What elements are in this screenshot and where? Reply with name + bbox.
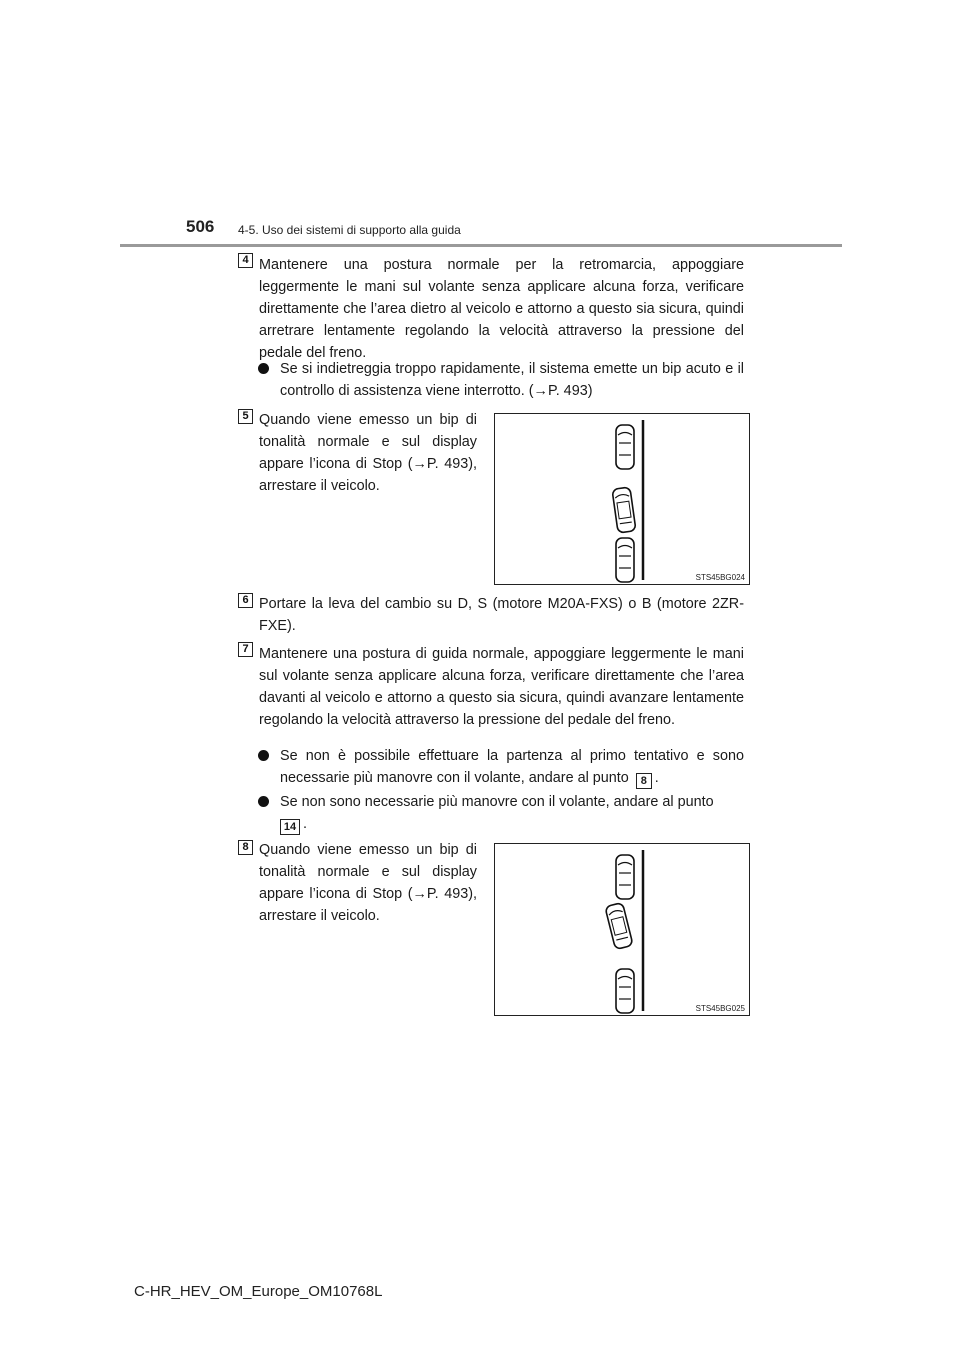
bullet-dot-icon: [258, 796, 269, 807]
step-ref-8[interactable]: 8: [636, 773, 652, 789]
parking-diagram-2: [495, 844, 751, 1017]
parking-diagram-1: [495, 414, 751, 586]
section-title: 4-5. Uso dei sistemi di supporto alla guida: [238, 223, 461, 237]
step-5-text: Quando viene emesso un bip di tonalità normale e sul display appare l’icona di Stop (→P. 493), arrestare il veicolo.: [259, 412, 477, 494]
step-7-text: Mantenere una postura di guida normale, appoggiare leggermente le mani sul volante senza applicare alcuna forza, verificare direttamente che l’area davanti al veicolo e attorno a questo sia sicura, quindi avanzare lentamente regolando la velocità attraverso la pressione del pedale del freno.: [259, 646, 744, 728]
page-number: 506: [186, 217, 215, 236]
step-7-bullet-2-text: [280, 791, 744, 835]
header-divider: [120, 244, 842, 247]
bullet-2-text: Se non sono necessarie più manovre con il volante, andare al punto: [280, 794, 714, 810]
figure-forward-exit: [494, 843, 750, 1016]
bullet-dot-icon: [258, 363, 269, 374]
figure-code: STS45BG024: [695, 573, 745, 582]
step-8-badge: 8: [238, 840, 253, 855]
maneuvering-car-icon: [605, 902, 633, 949]
step-8-text: Quando viene emesso un bip di tonalità normale e sul display appare l’icona di Stop (→P. 493), arrestare il veicolo.: [259, 842, 477, 924]
parked-car-front-icon: [616, 425, 634, 469]
step-7-badge: 7: [238, 642, 253, 657]
step-ref-14[interactable]: 14: [280, 819, 300, 835]
parked-car-rear-icon: [616, 538, 634, 582]
figure-code: STS45BG025: [695, 1004, 745, 1013]
parked-car-front-icon: [616, 855, 634, 899]
bullet-2-end: .: [303, 816, 307, 832]
step-4-text: Mantenere una postura normale per la retromarcia, appoggiare leggermente le mani sul volante senza applicare alcuna forza, verificare direttamente che l’area dietro al veicolo e attorno a questo sia sicura, quindi arretrare lentamente regolando la velocità attraverso la pressione del pedale del freno.: [259, 257, 744, 361]
step-6-text: Portare la leva del cambio su D, S (motore M20A-FXS) o B (motore 2ZR-FXE).: [259, 596, 744, 634]
parked-car-rear-icon: [616, 969, 634, 1013]
figure-reverse-parking: [494, 413, 750, 585]
bullet-1-text: Se non è possibile effettuare la partenza al primo tentativo e sono necessarie più manovre con il volante, andare al punto: [280, 748, 744, 786]
step-7-bullet-2: [280, 791, 744, 835]
bullet-dot-icon: [258, 750, 269, 761]
step-4-bullet: [280, 358, 744, 402]
footer-doc-code: C-HR_HEV_OM_Europe_OM10768L: [134, 1283, 383, 1300]
maneuvering-car-icon: [612, 487, 636, 533]
step-4-bullet-text: Se si indietreggia troppo rapidamente, il sistema emette un bip acuto e il controllo di assistenza viene interrotto. (→P. 493): [280, 361, 744, 399]
step-6-badge: 6: [238, 593, 253, 608]
step-7-bullet-1-text: [280, 745, 744, 789]
bullet-1-end: .: [654, 770, 659, 786]
step-7-bullet-1: [280, 745, 744, 789]
step-4-badge: 4: [238, 253, 253, 268]
step-5-badge: 5: [238, 409, 253, 424]
